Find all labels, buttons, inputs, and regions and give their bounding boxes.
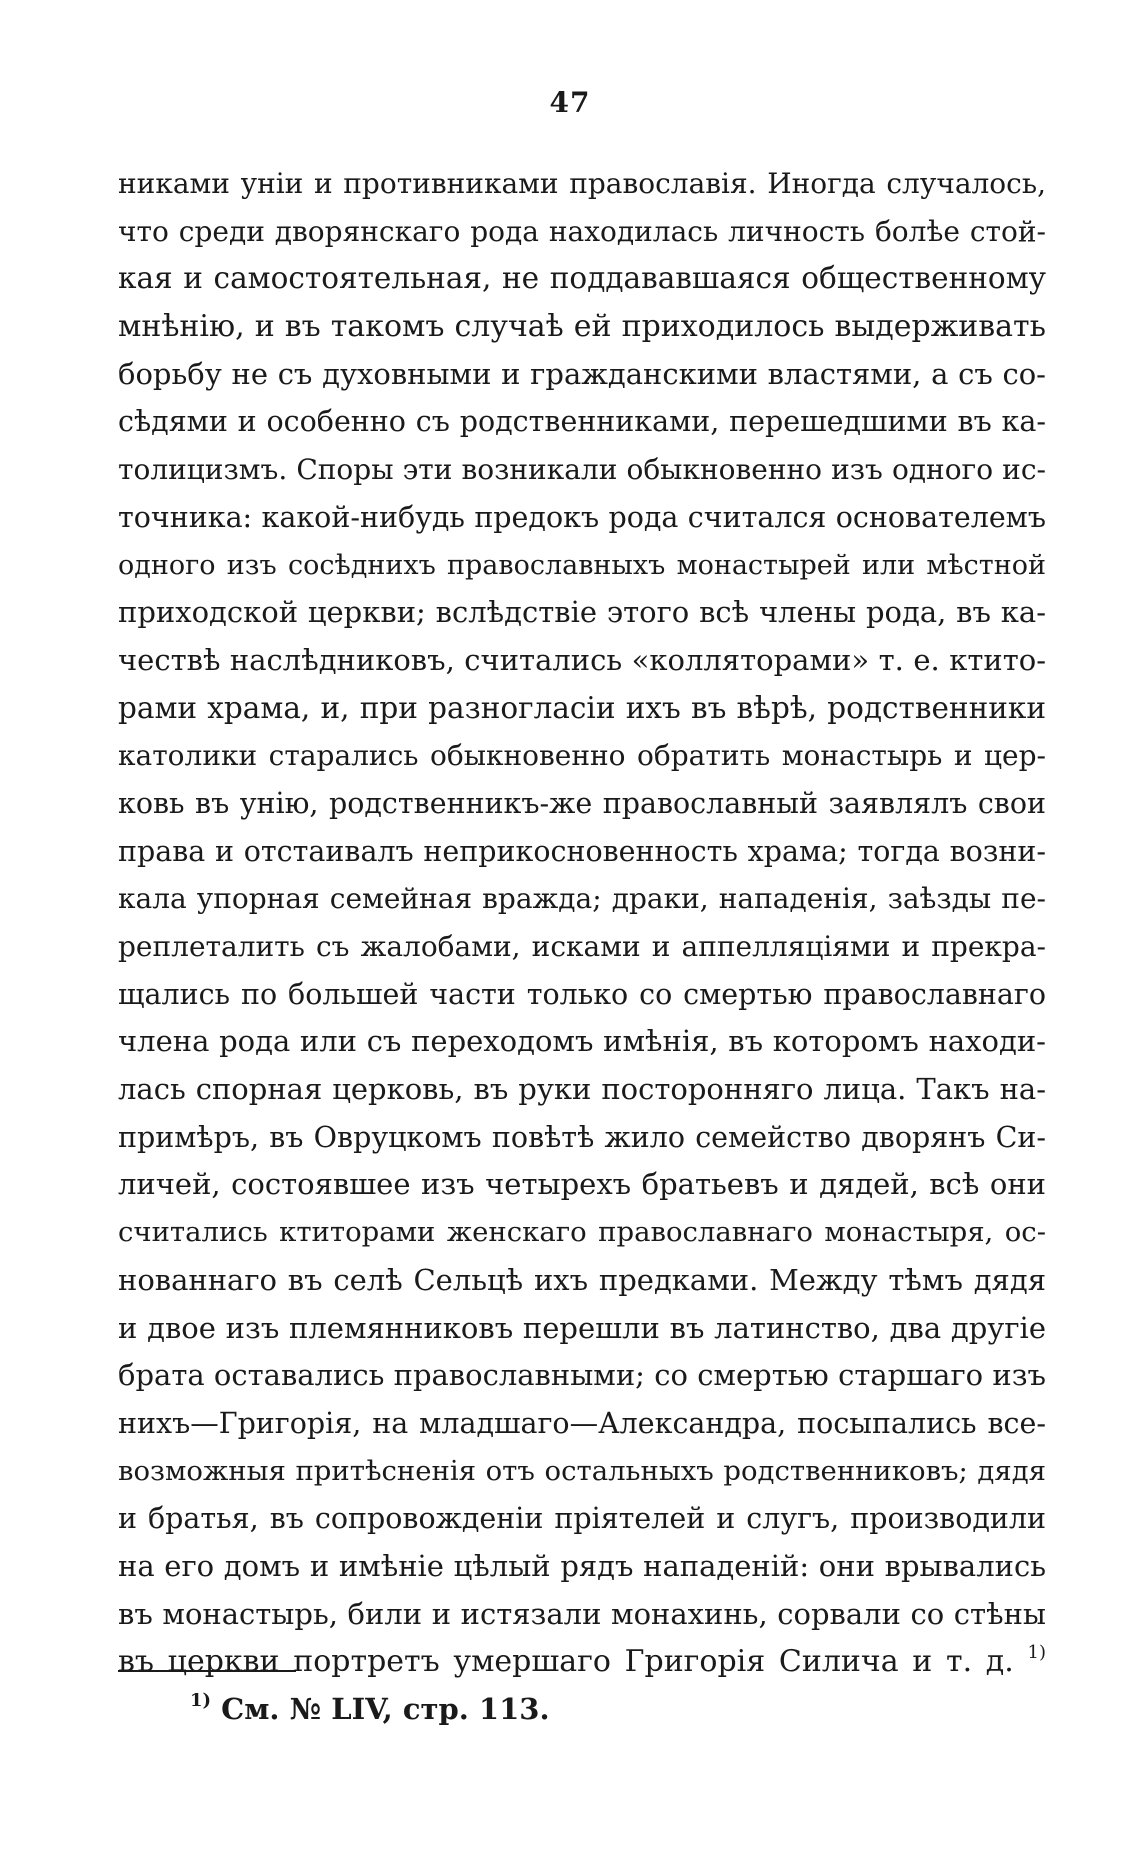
text-line: личей, состоявшее изъ четырехъ братьевъ и дядей, всѣ они [118, 1167, 1046, 1202]
text-line: брата оставались православными; со смертью старшаго изъ [118, 1358, 1046, 1393]
footnote-reference: 1) [1027, 1642, 1046, 1664]
footnote [190, 1692, 550, 1726]
text-line: и двое изъ племянниковъ перешли въ латинство, два другіе [118, 1310, 1046, 1345]
text-line: борьбу не съ духовными и гражданскими властями, а съ со- [118, 356, 1046, 391]
text-line: возможныя притѣсненія отъ остальныхъ родственниковъ; дядя [118, 1454, 1046, 1487]
text-line: толицизмъ. Споры эти возникали обыкновенно изъ одного ис- [118, 453, 1046, 487]
footnote-text: См. № LIV, стр. 113. [221, 1692, 550, 1726]
text-line: никами уніи и противниками православія. Иногда случалось, [118, 167, 1046, 200]
text-line: права и отстаивалъ неприкосновенность храма; тогда возни- [118, 834, 1046, 868]
text-line: примѣръ, въ Овруцкомъ повѣтѣ жило семейство дворянъ Си- [118, 1120, 1046, 1154]
text-line: считались ктиторами женскаго православнаго монастыря, ос- [118, 1216, 1046, 1249]
page-number: 47 [549, 86, 591, 119]
text-line: точника: какой-нибудь предокъ рода считался основателемъ [118, 500, 1046, 534]
text-line: нованнаго въ селѣ Сельцѣ ихъ предками. Между тѣмъ дядя [118, 1262, 1046, 1297]
text-line: приходской церкви; вслѣдствіе этого всѣ члены рода, въ ка- [118, 595, 1046, 630]
text-line: кала упорная семейная вражда; драки, нападенія, заѣзды пе- [118, 882, 1046, 916]
text-line: сѣдями и особенно съ родственниками, перешедшими въ ка- [118, 405, 1046, 439]
text-line: лась спорная церковь, въ руки посторонняго лица. Такъ на- [118, 1072, 1046, 1107]
text-line: члена рода или съ переходомъ имѣнія, въ которомъ находи- [118, 1024, 1046, 1059]
body-text [118, 160, 1046, 1686]
text-line: католики старались обыкновенно обратить монастырь и цер- [118, 739, 1046, 773]
text-line: что среди дворянскаго рода находилась личность болѣе стой- [118, 214, 1046, 248]
text-line: одного изъ сосѣднихъ православныхъ монастырей или мѣстной [118, 549, 1046, 581]
text-line: мнѣнію, и въ такомъ случаѣ ей приходилось выдерживать [118, 309, 1046, 345]
text-line: рами храма, и, при разногласіи ихъ въ вѣрѣ, родственники [118, 690, 1046, 725]
text-line: ковь въ унію, родственникъ-же православный заявлялъ свои [118, 786, 1046, 820]
text-line: щались по большей части только со смертью православнаго [118, 977, 1046, 1011]
text-line: реплеталить съ жалобами, исками и аппелляціями и прекра- [118, 930, 1046, 963]
text-line-last-content: въ церкви портретъ умершаго Григорія Силича и т. д. [118, 1644, 1014, 1680]
text-line: чествѣ наслѣдниковъ, считались «колляторами» т. е. ктито- [118, 642, 1046, 677]
footnote-marker: 1) [190, 1690, 212, 1712]
footnote-divider [118, 1670, 296, 1672]
text-line: кая и самостоятельная, не поддававшаяся общественному [118, 261, 1046, 296]
text-line: нихъ—Григорія, на младшаго—Александра, посыпались все- [118, 1406, 1046, 1440]
text-line: на его домъ и имѣніе цѣлый рядъ нападеній: они врывались [118, 1548, 1046, 1583]
text-line-last [118, 1638, 1046, 1686]
text-line: и братья, въ сопровожденіи пріятелей и слугъ, производили [118, 1502, 1046, 1536]
text-line: въ монастырь, били и истязали монахинь, сорвали со стѣны [118, 1596, 1046, 1631]
